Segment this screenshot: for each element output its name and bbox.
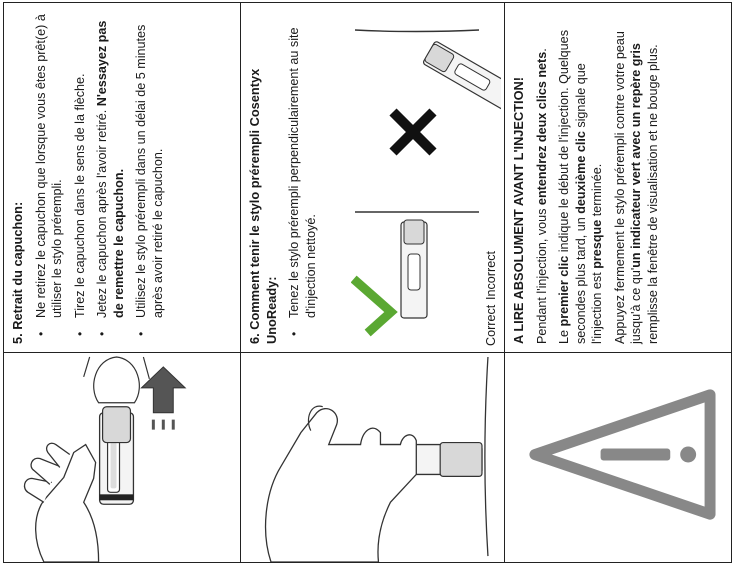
step-6-title: 6. Comment tenir le stylo prérempli Cosentyx UnoReady: [247,68,279,344]
step-5-bullet-3 [94,11,127,344]
step-6-row [241,3,505,563]
step-5-bullet-4: • Utilisez le stylo prérempli dans un délai de 5 minutes après avoir retiré le capuchon. [133,11,166,344]
p2-emphasis-first-click: premier clic [557,255,571,327]
pen-incorrect-icon [423,41,502,112]
p2-emphasis-almost: presque [590,219,604,269]
p2-text-g: terminée. [590,163,604,220]
warning-title: A LIRE ABSOLUMENT AVANT L'INJECTION! [511,76,526,344]
p1-end: . [534,48,549,52]
incorrect-label: Incorrect [484,251,498,300]
step-5-bullet-1: • Ne retirez le capuchon que lorsque vous êtes prêt(e) à utiliser le stylo prérempli. [33,11,66,344]
p3-emphasis: un indicateur vert avec un repère gris [629,43,643,268]
instruction-table [3,2,732,563]
step-6-text-cell [241,3,505,353]
warning-paragraph-1 [534,11,551,344]
step-5-title: 5. Retrait du capuchon: [10,201,25,344]
cap-removal-illustration [4,353,240,562]
step-5-bullet-2: • Tirez le capuchon dans le sens de la flèche. [72,11,89,344]
step-5-text-cell [4,3,241,353]
warning-triangle-illustration [505,353,731,562]
step-6-illustration-cell [241,353,505,563]
warning-illustration-cell [505,353,732,563]
warning-row [505,3,732,563]
p3-text-a: Appuyez fermement le stylo prérempli contre votre peau jusqu'à ce qu' [612,31,643,344]
p1-text: Pendant l'injection, vous [534,205,549,344]
step-5-bullet-3-text: Jetez le capuchon après l'avoir retiré. [95,106,109,318]
cross-icon [393,112,433,152]
correct-incorrect-comparison [351,2,501,352]
correct-label: Correct [484,304,498,346]
check-icon [357,282,391,330]
p2-emphasis-second-click: deuxième clic [573,131,588,214]
step-5-illustration-cell [4,353,241,563]
warning-paragraph-2 [556,11,606,344]
p3-text-c: remplisse la fenêtre de visualisation et ne bouge plus. [645,44,660,344]
p1-emphasis: entendrez deux clics nets [534,51,549,206]
pen-holding-illustration [241,353,504,562]
warning-paragraph-3 [612,11,662,344]
step-6-bullet-1: • Tenez le stylo prérempli perpendiculairement au site d'injection nettoyé. [286,11,319,344]
warning-text-cell [505,3,732,353]
p2-text-e: signale que l'injection est [573,63,604,344]
p2-text-c: indique le début de l'injection. Quelques secondes plus tard, un [557,30,588,344]
step-5-warning: N'essayez pas de remettre le capuchon. [95,20,126,318]
p2-text-a: Le [557,326,571,344]
step-5-row [4,3,241,563]
